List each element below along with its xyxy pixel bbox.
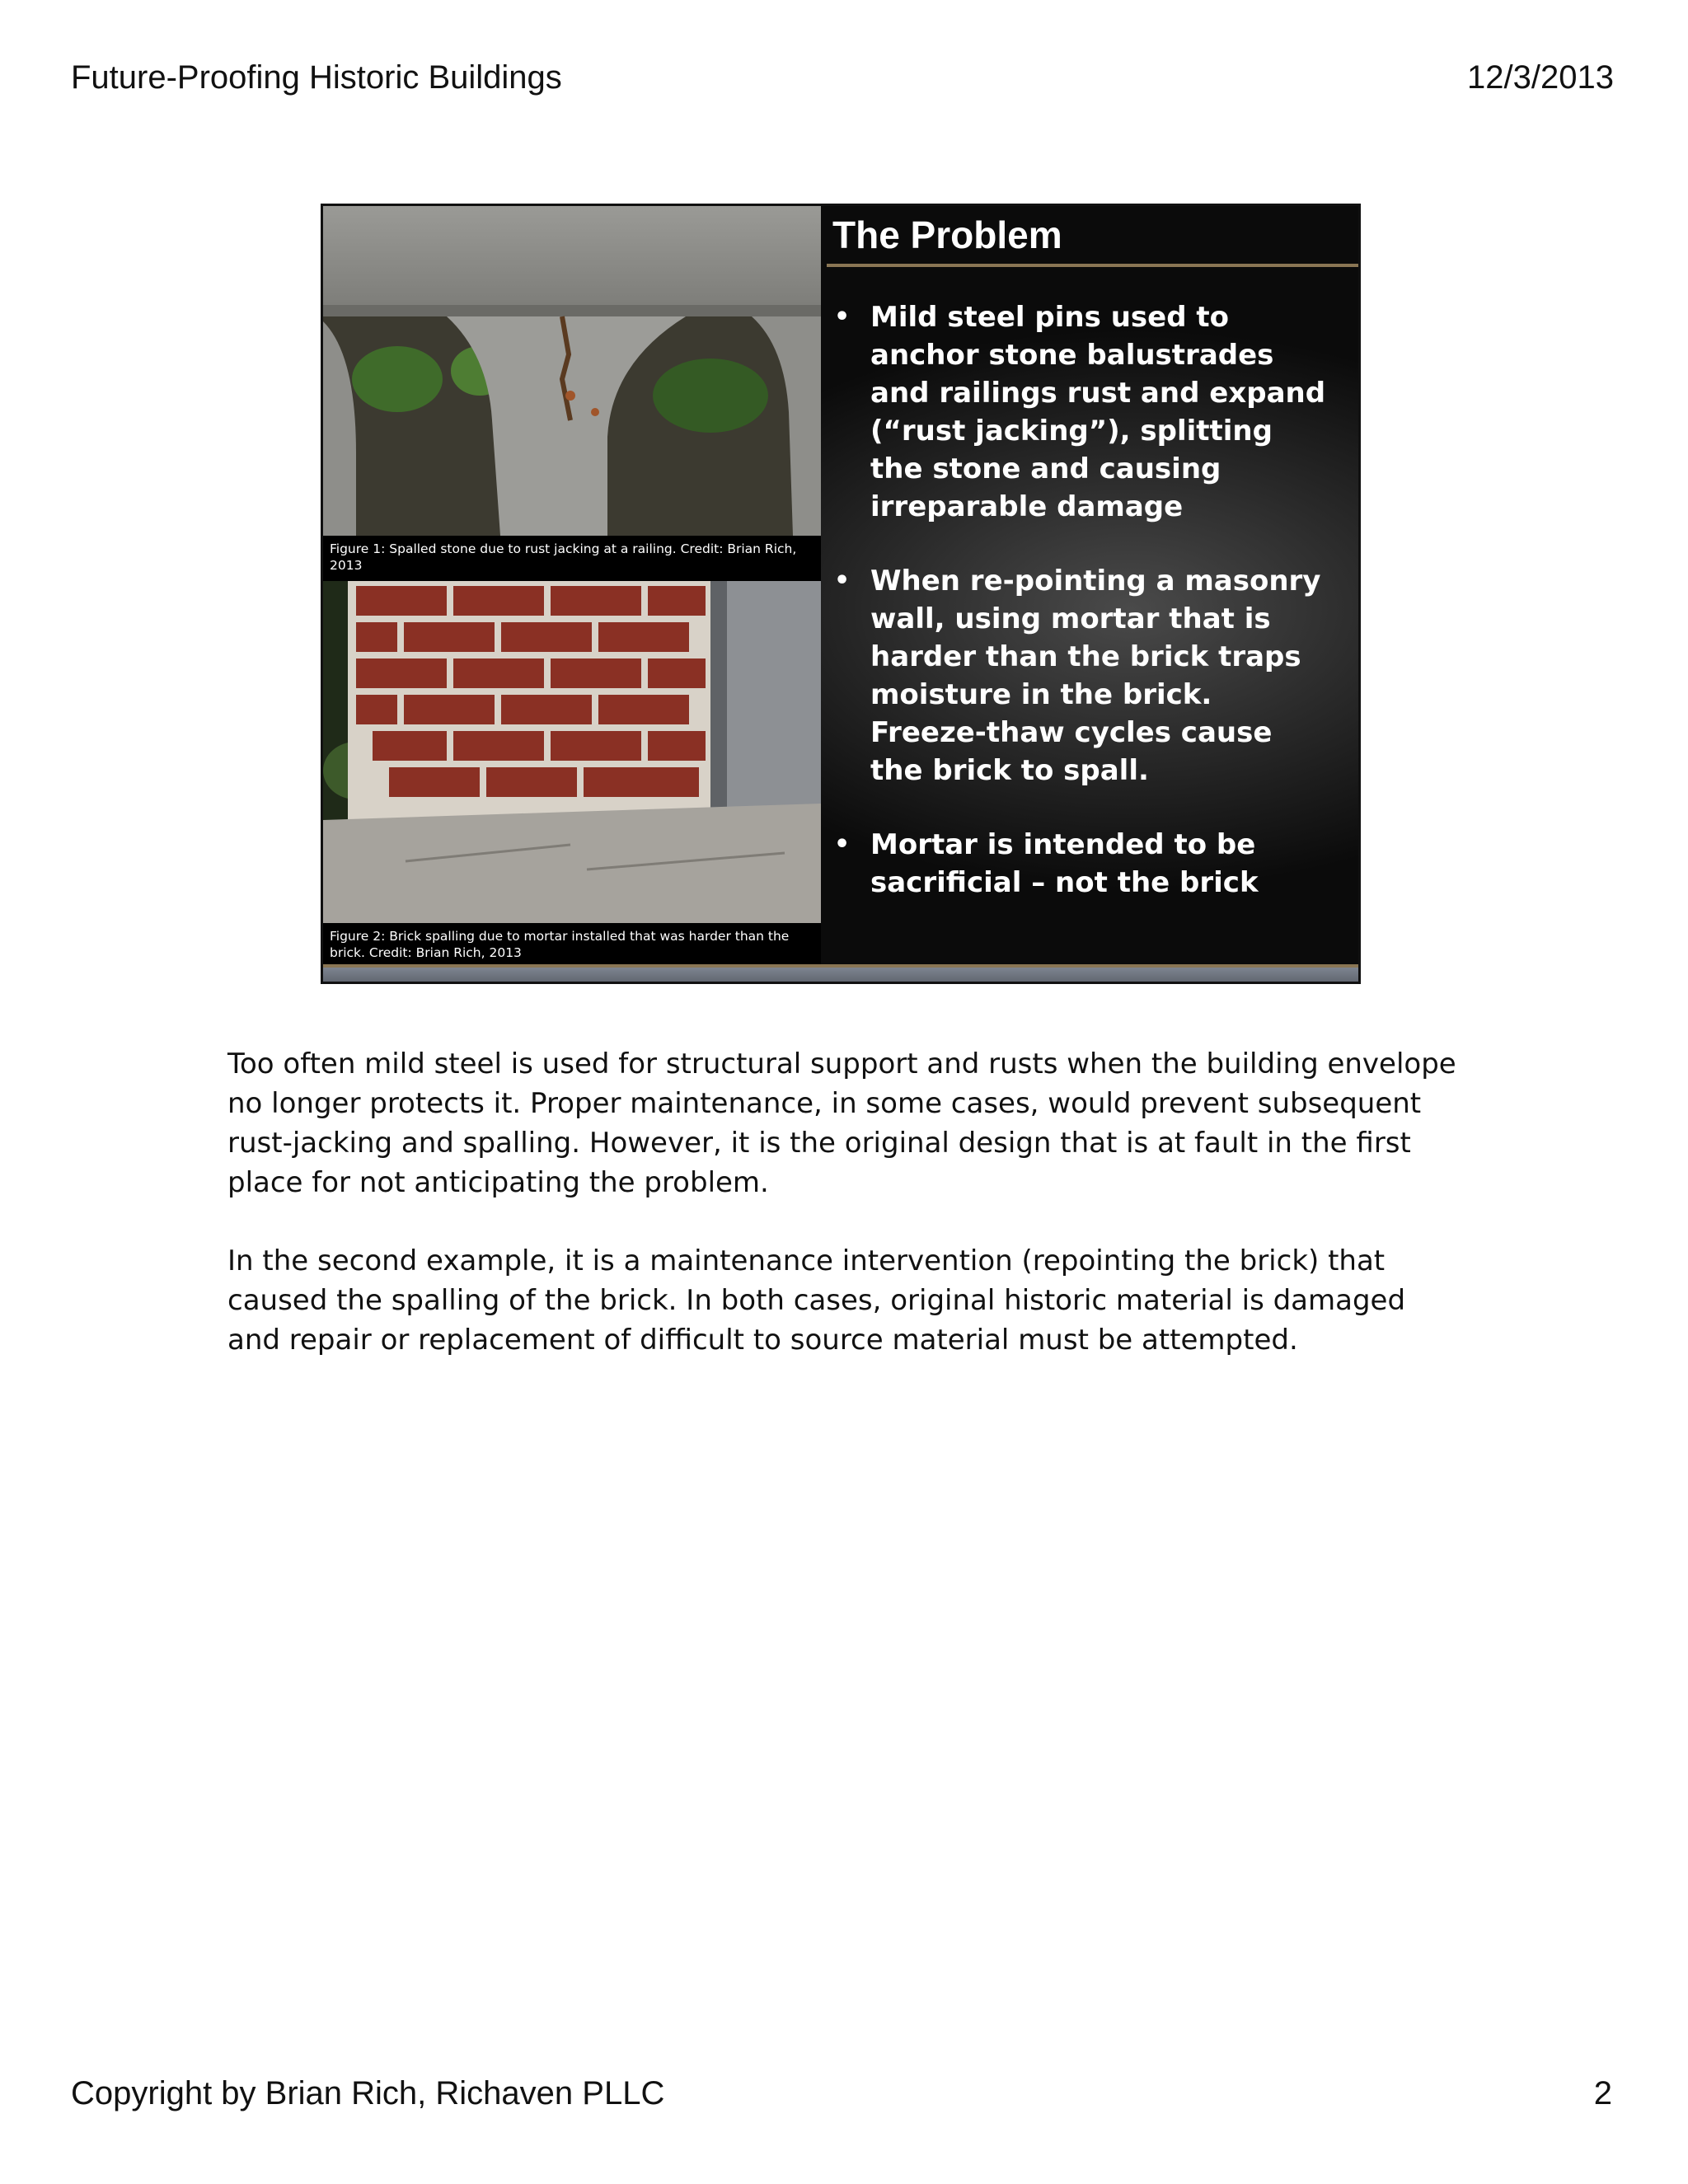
title-divider — [827, 264, 1358, 267]
document-date: 12/3/2013 — [1467, 59, 1614, 96]
bullet-dot-icon: • — [834, 566, 851, 595]
figure-1-photo — [323, 206, 821, 536]
body-paragraph: In the second example, it is a maintenance intervention (repointing the brick) that caused the spalling of the brick. In both cases, original historic material is damaged and repair or replacement of difficult to source material must be attempted. — [227, 1244, 1406, 1357]
bullet-item — [834, 826, 1329, 902]
page-number: 2 — [1593, 2075, 1612, 2111]
figure-1-caption: Figure 1: Spalled stone due to rust jacking at a railing. Credit: Brian Rich, 2013 — [323, 536, 821, 581]
bullet-dot-icon: • — [834, 302, 851, 331]
slide-title: The Problem — [832, 213, 1062, 256]
stone-balustrade-illustration — [323, 206, 821, 536]
figure-2-caption: Figure 2: Brick spalling due to mortar installed that was harder than the brick. Credit: Brian Rich, 2013 — [323, 923, 821, 964]
bullet-dot-icon: • — [834, 830, 851, 859]
slide-image — [321, 204, 1361, 984]
copyright-notice: Copyright by Brian Rich, Richaven PLLC — [71, 2075, 665, 2111]
bullet-item — [834, 562, 1329, 790]
figure-2-photo — [323, 581, 821, 923]
bullet-text: Mild steel pins used to anchor stone balustrades and railings rust and expand (“rust jacking”), splitting the stone and causing irreparable damage — [870, 301, 1326, 523]
brick-wall-illustration — [323, 581, 821, 923]
bullet-text: Mortar is intended to be sacrificial – not the brick — [870, 828, 1259, 899]
body-paragraph: Too often mild steel is used for structural support and rusts when the building envelope no longer protects it. Proper maintenance, in some cases, would prevent subsequent rust-jacking and spalling. However, it is the original design that is at fault in the first place for not anticipating the problem. — [227, 1047, 1456, 1199]
document-title: Future-Proofing Historic Buildings — [71, 59, 562, 96]
bottom-band — [323, 968, 1358, 984]
bullet-item — [834, 298, 1329, 526]
bullet-text: When re-pointing a masonry wall, using mortar that is harder than the brick traps moisture in the brick. Freeze-thaw cycles cause the brick to spall. — [870, 565, 1321, 787]
